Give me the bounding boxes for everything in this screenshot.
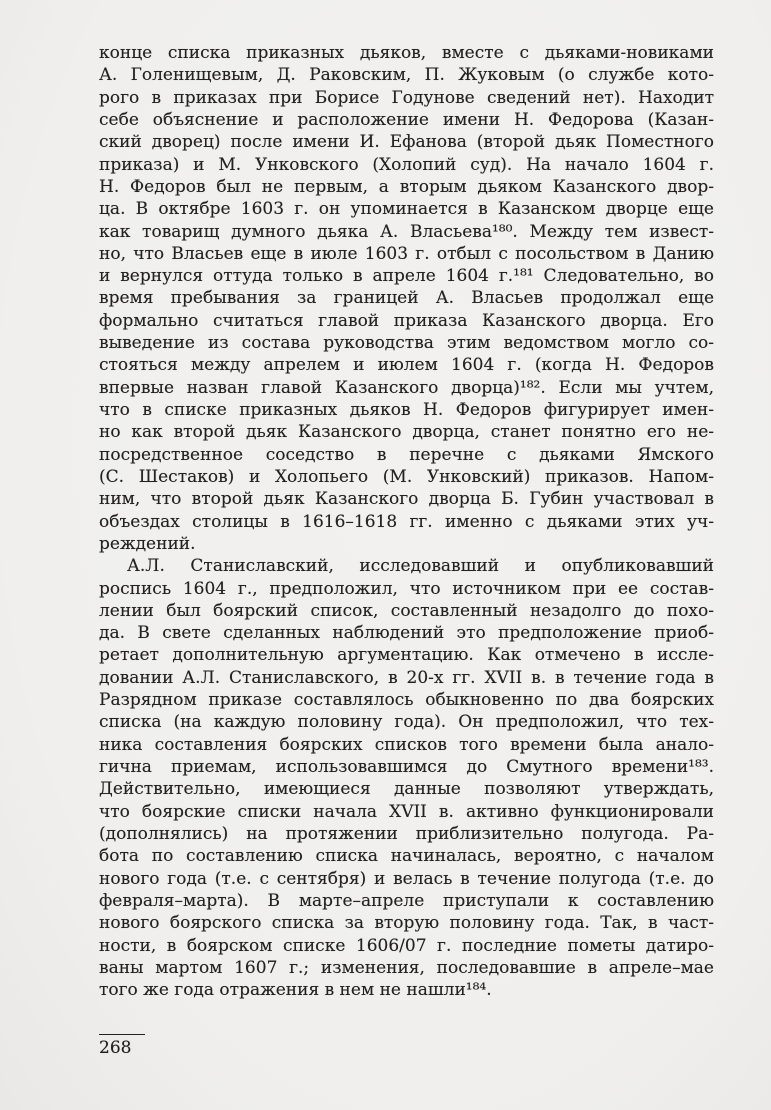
text-line: лении был боярский список, составленный незадолго до похо- [99, 600, 714, 621]
text-line: ности, в боярском списке 1606/07 г. последние пометы датиро- [99, 935, 714, 956]
text-line: довании А.Л. Станиславского, в 20-х гг. XVII в. в течение года в [99, 667, 714, 688]
text-line: да. В свете сделанных наблюдений это предположение приоб- [99, 623, 714, 644]
text-line: себе объяснение и расположение имени Н. Федорова (Казан- [99, 109, 714, 130]
text-line: формально считаться главой приказа Казанского дворца. Его [99, 310, 714, 331]
text-line: ский дворец) после имени И. Ефанова (второй дьяк Поместного [99, 132, 714, 153]
page-number: 268 [99, 1038, 132, 1058]
text-line: но как второй дьяк Казанского дворца, станет понятно его не- [99, 422, 714, 443]
text-line: А.Л. Станиславский, исследовавший и опубликовавший [127, 556, 714, 577]
text-line: гична приемам, использовавшимся до Смутного времени¹⁸³. [99, 757, 714, 777]
page-footer [99, 1034, 145, 1058]
footer-rule [99, 1034, 145, 1035]
text-line: время пребывания за границей А. Власьев продолжал еще [99, 288, 714, 309]
text-line: рого в приказах при Борисе Годунове сведений нет). Находит [99, 87, 714, 108]
text-line: А. Голенищевым, Д. Раковским, П. Жуковым (о службе кото- [99, 65, 714, 86]
text-line: посредственное соседство в перечне с дьяками Ямского [99, 444, 714, 465]
text-line: нового года (т.е. с сентября) и велась в течение полугода (т.е. до [99, 868, 714, 889]
text-line: (С. Шестаков) и Холопьего (М. Унковский) приказов. Напом- [99, 466, 714, 487]
text-line: но, что Власьев еще в июле 1603 г. отбыл с посольством в Данию [99, 243, 714, 264]
text-line: Н. Федоров был не первым, а вторым дьяком Казанского двор- [99, 176, 714, 197]
text-line: ним, что второй дьяк Казанского дворца Б. Губин участвовал в [99, 489, 714, 510]
text-line: Разрядном приказе составлялось обыкновенно по два боярских [99, 690, 714, 711]
text-line: ваны мартом 1607 г.; изменения, последовавшие в апреле–мае [99, 957, 714, 978]
text-line: бота по составлению списка начиналась, вероятно, с началом [99, 846, 714, 867]
text-line: что в списке приказных дьяков Н. Федоров фигурирует имен- [99, 400, 714, 420]
text-line: реждений. [99, 533, 196, 554]
text-line: февраля–марта). В марте–апреле приступали к составлению [99, 890, 714, 911]
text-line: роспись 1604 г., предположил, что источником при ее состав- [99, 578, 714, 599]
page-text [99, 42, 714, 1001]
text-line: впервые назван главой Казанского дворца)¹⁸². Если мы учтем, [99, 377, 714, 398]
text-line: (дополнялись) на протяжении приблизительно полугода. Ра- [99, 823, 714, 844]
text-line: ника составления боярских списков того времени была анало- [99, 734, 714, 755]
text-line: что боярские списки начала XVII в. активно функционировали [99, 801, 714, 822]
text-line: ца. В октябре 1603 г. он упоминается в Казанском дворце еще [99, 199, 714, 220]
text-line: и вернулся оттуда только в апреле 1604 г.¹⁸¹ Следовательно, во [99, 266, 714, 287]
text-line: Действительно, имеющиеся данные позволяют утверждать, [99, 779, 714, 800]
text-line: как товарищ думного дьяка А. Власьева¹⁸⁰. Между тем извест- [99, 221, 714, 242]
text-line: объездах столицы в 1616–1618 гг. именно с дьяками этих уч- [99, 511, 714, 532]
text-line: того же года отражения в нем не нашли¹⁸⁴. [99, 980, 492, 1001]
text-line: выведение из состава руководства этим ведомством могло со- [99, 333, 714, 354]
text-line: стояться между апрелем и июлем 1604 г. (когда Н. Федоров [99, 355, 714, 376]
text-line: приказа) и М. Унковского (Холопий суд). На начало 1604 г. [99, 154, 714, 175]
text-line: нового боярского списка за вторую половину года. Так, в част- [99, 913, 714, 934]
text-line: ретает дополнительную аргументацию. Как отмечено в иссле- [99, 645, 714, 666]
text-line: списка (на каждую половину года). Он предположил, что тех- [99, 712, 714, 733]
text-line: конце списка приказных дьяков, вместе с дьяками-новиками [99, 43, 714, 63]
